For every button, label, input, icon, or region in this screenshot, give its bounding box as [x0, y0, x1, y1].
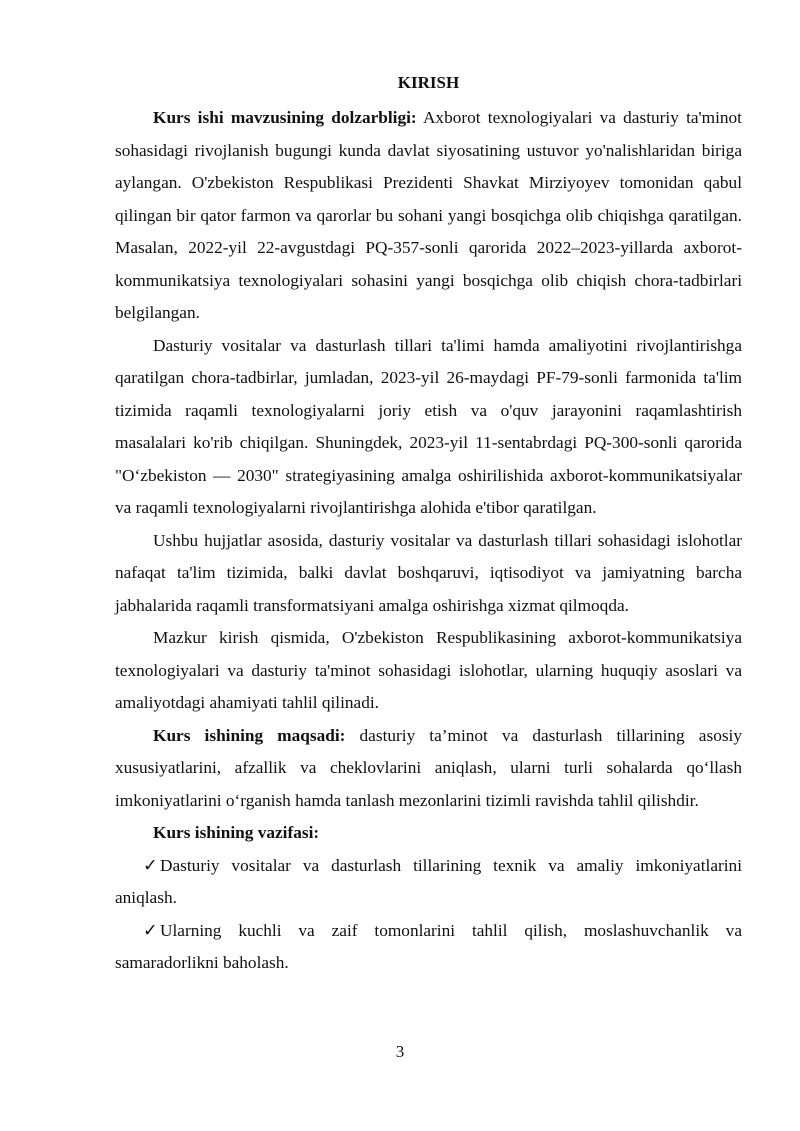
- paragraph-lead: Kurs ishining maqsadi:: [153, 725, 346, 745]
- task-item: [115, 850, 742, 915]
- paragraph-reforms: Ushbu hujjatlar asosida, dasturiy vositalar va dasturlash tillari sohasidagi islohotlar nafaqat ta'lim tizimida, balki davlat boshqaruvi, iqtisodiyot va jamiyatning barcha jabhalarida raqamli transformatsiyani amalga oshirishga xizmat qilmoqda.: [115, 530, 742, 615]
- page-number: 3: [395, 1042, 405, 1061]
- paragraph-scope: Mazkur kirish qismida, O'zbekiston Respublikasining axborot-kommunikatsiya texnologiyalari va dasturiy ta'minot sohasidagi islohotlar, ularning huquqiy asoslari va amaliyotdagi ahamiyati tahlil qilinadi.: [115, 628, 742, 712]
- section-title: KIRISH: [397, 73, 460, 92]
- paragraph-lead: Kurs ishi mavzusining dolzarbligi:: [153, 108, 417, 127]
- paragraph-decrees: Dasturiy vositalar va dasturlash tillari ta'limi hamda amaliyotini rivojlantirishga qaratilgan chora-tadbirlar, jumladan, 2023-yil 26-maydagi PF-79-sonli farmonida ta'lim tizimida raqamli texnologiyalarni joriy etish va o'quv jarayonini raqamlashtirish masalalari ko'rib chiqilgan. Shuningdek, 2023-yil 11-sentabrdagi PQ-300-sonli qarorida "O‘zbekiston — 2030" strategiyasining amalga oshirilishida axborot-kommunikatsiyalar va raqamli texnologiyalarni rivojlantirishga alohida e'tibor qaratilgan.: [115, 335, 742, 517]
- paragraph-goal: [115, 720, 742, 818]
- paragraph-text: dasturiy ta’minot va dasturlash tillarining asosiy xususiyatlarini, afzallik va cheklovlarini aniqlash, ularni turli sohalarda qo‘llash imkoniyatlarini o‘rganish hamda tanlash mezonlarini tizimli ravishda tahlil qilishdir.: [115, 725, 743, 810]
- paragraph-text: Axborot texnologiyalari va dasturiy ta'minot sohasidagi rivojlanish bugungi kunda davlat siyosatining ustuvor yo'nalishlaridan biriga aylangan. O'zbekiston Respublikasi Prezidenti Shavkat Mirziyoyev tomonidan qabul qilingan bir qator farmon va qarorlar bu sohani yangi bosqichga olib chiqishga qaratilgan. Masalan, 2022-yil 22-avgustdagi PQ-357-sonli qarorida 2022–2023-yillarda axborot-kommunikatsiya texnologiyalari sohasini yangi bosqichga olib chiqish chora-tadbirlari belgilangan.: [115, 108, 742, 322]
- tasks-heading: Kurs ishining vazifasi:: [153, 823, 320, 842]
- checkmark-icon: ✓: [143, 855, 158, 875]
- document-page: [115, 72, 742, 980]
- paragraph-relevance: [115, 102, 742, 330]
- task-text: Dasturiy vositalar va dasturlash tillarining texnik va amaliy imkoniyatlarini aniqlash.: [115, 855, 742, 907]
- task-text: Ularning kuchli va zaif tomonlarini tahlil qilish, moslashuvchanlik va samaradorlikni baholash.: [115, 920, 742, 972]
- task-item: [115, 915, 742, 980]
- checkmark-icon: ✓: [143, 920, 158, 940]
